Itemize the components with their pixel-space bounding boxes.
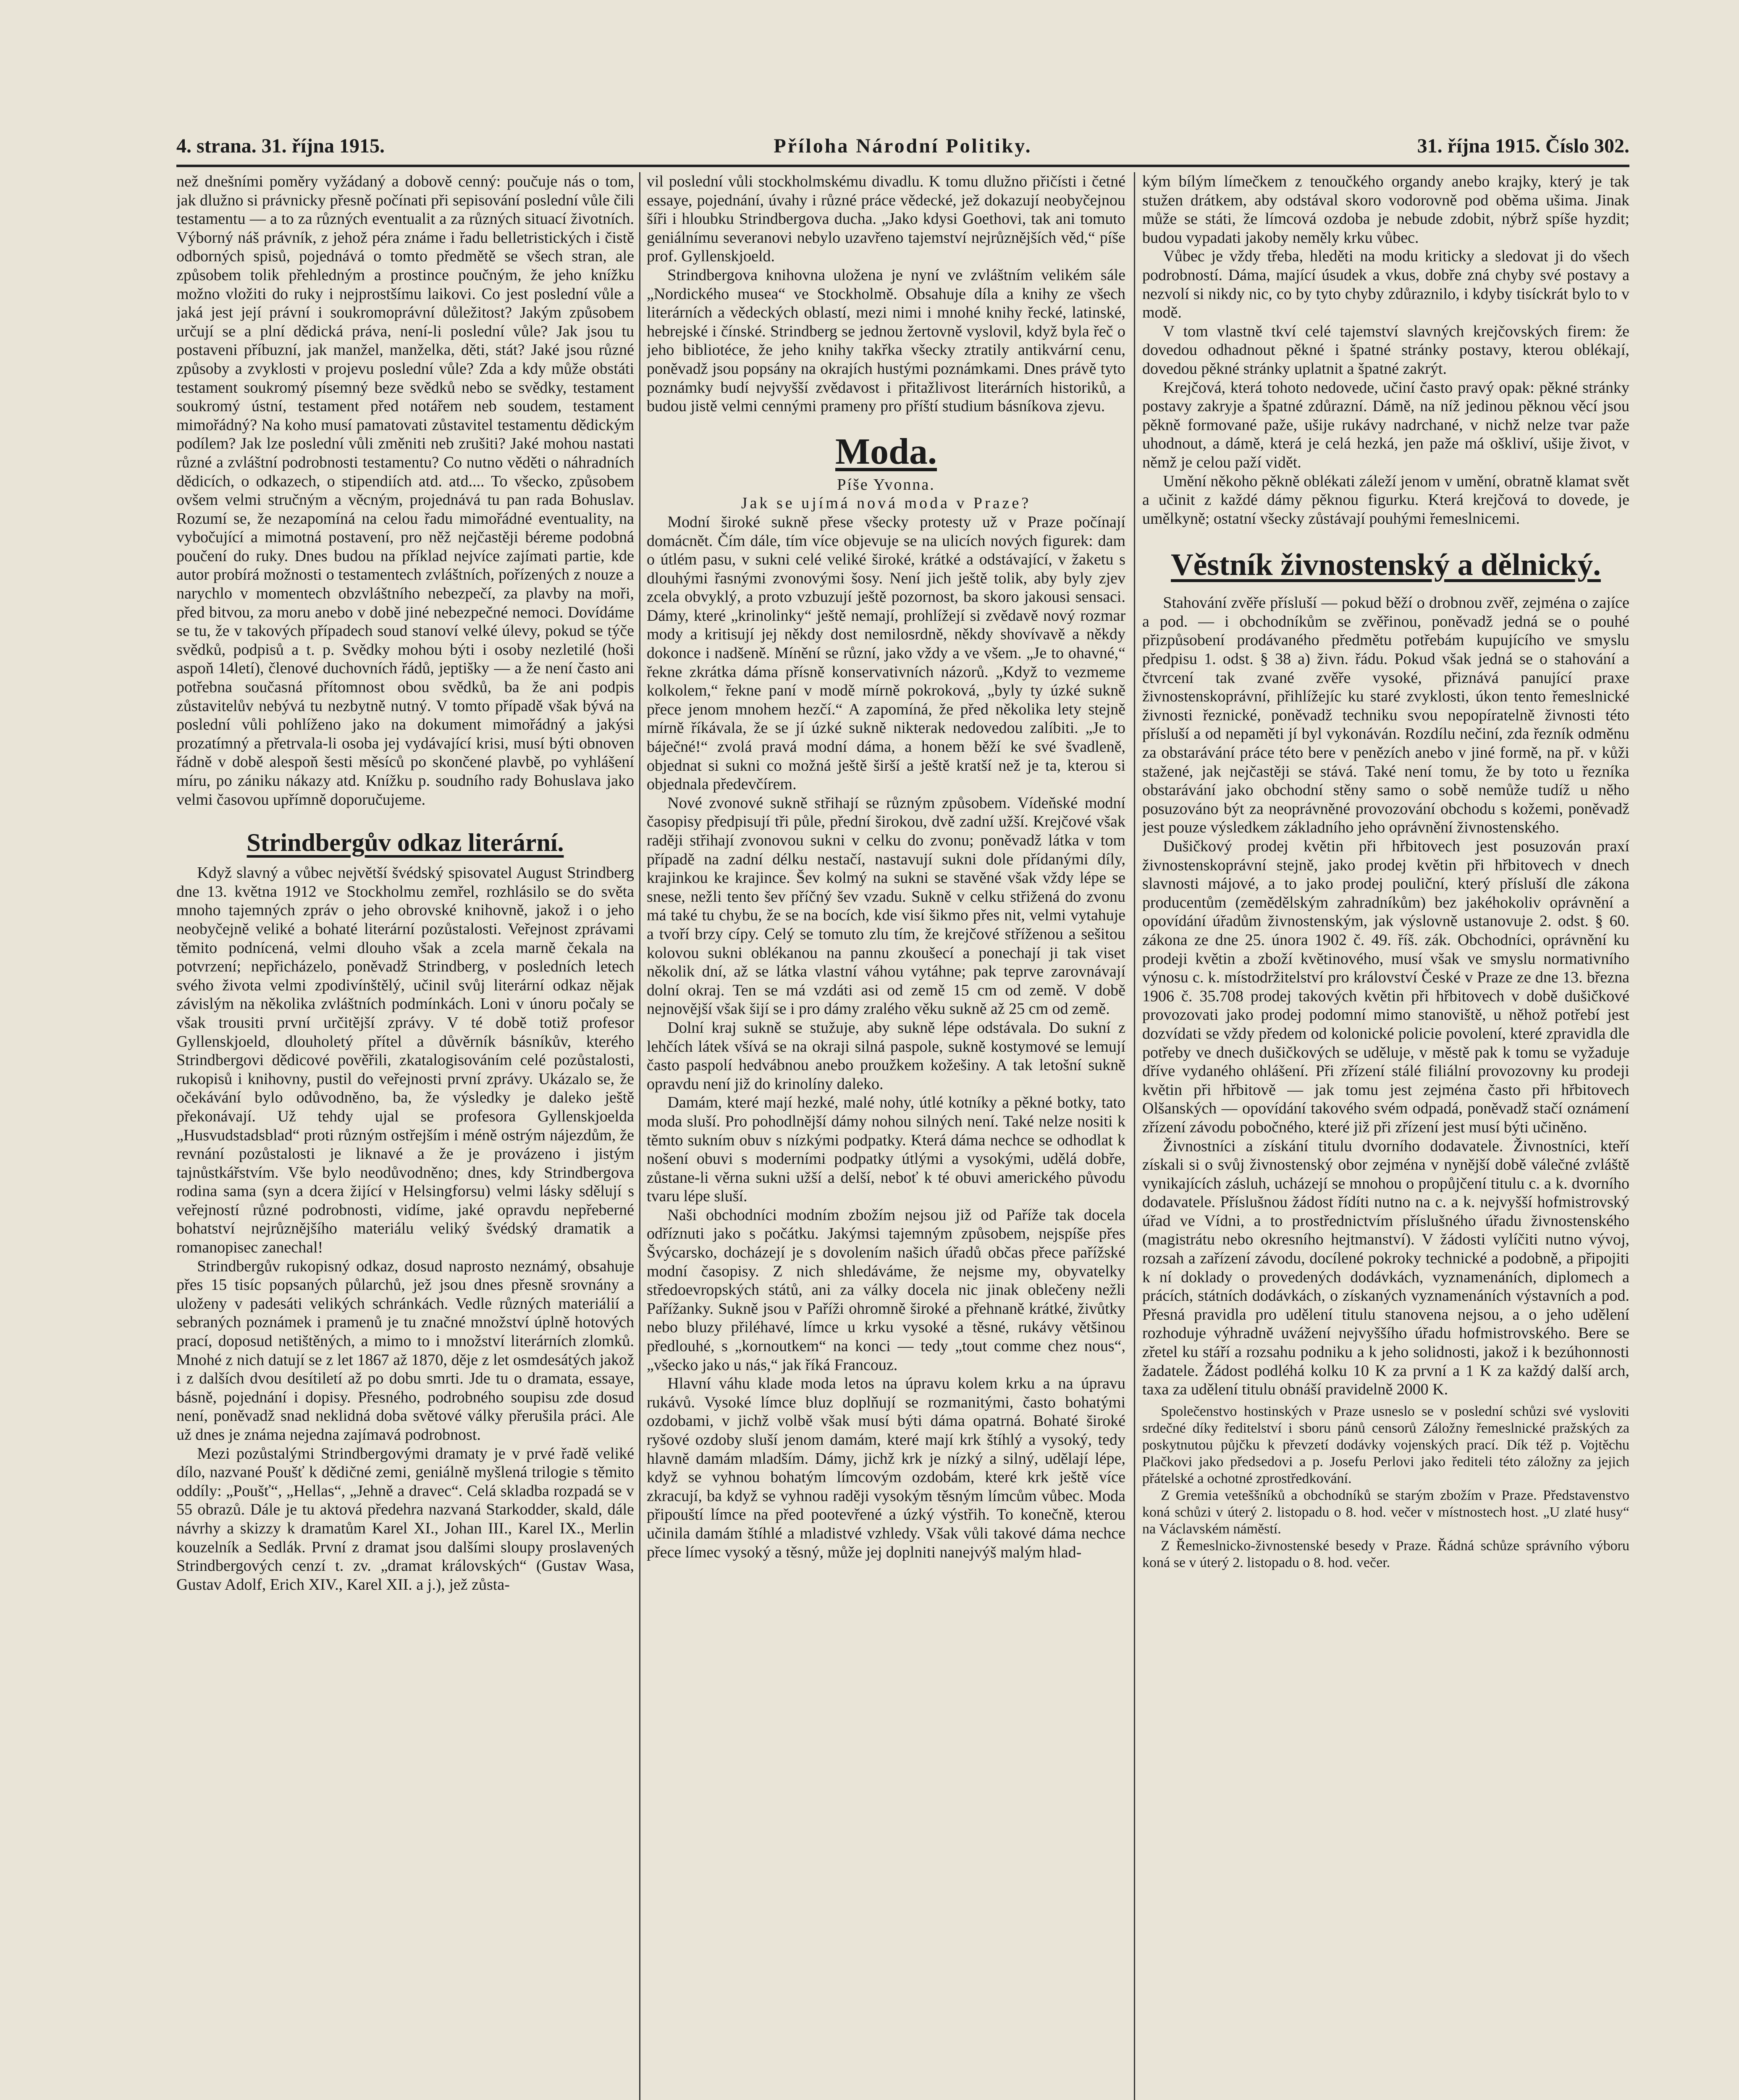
article-byline: Píše Yvonna. (837, 475, 935, 494)
article-paragraph: Modní široké sukně přese všecky protesty už v Praze počínají domácnět. Čím dále, tím více objevuje se na ulicích nových figurek: dam o útlém pasu, v sukni celé veliké široké, krátké a odstávající, v žaketu s dlouhými řasnými zvonovými šosy. Není jich ještě tolik, aby byly zjev zcela obvyklý, a proto vzbuzují ještě pozornost, ba skoro jakousi sensaci. Dámy, které „krinolinky“ ještě nemají, prohlížejí si zvědavě nový rozmar mody a kritisují jej někdy dost nemilosrdně, někdy shovívavě a někdy dokonce i nadšeně. Mínění se různí, jako vždy a ve všem. „Je to ohavné,“ řekne zkrátka dáma přísně konservativních názorů. „Když to vezmeme kolkolem,“ řekne paní v modě mírně pokroková, „byly ty úzké sukně přece jenom mnohem hezčí.“ A zapomíná, že před několika lety stejně mírně říkávala, že se jí úzké sukně nikterak nedovedou zalíbiti. „Je to báječné!“ zvolá pravá modní dáma, a honem běží ke své švadleně, objednat si sukni co možná ještě širší a ještě kratší než je ta, kterou si objednala předevčírem. (647, 513, 1125, 793)
article-continuation: než dnešními poměry vyžádaný a dobově cenný: poučuje nás o tom, jak dlužno si právnicky přesně počínati při sepisování poslední vůle čili testamentu — a to za různých eventualit a za různých situací životních. Výborný náš právník, z jehož péra známe i řadu belletristických i čistě odborných spisů, pojednává o tomto předmětě se všech stran, ale způsobem tolik přehledným a prostince poučným, že jeho knížku možno vložiti do ruky i nejprostšímu laikovi. Co jest poslední vůle a jaká jest její právní i soukromoprávní důležitost? Jakým způsobem určují se a plní dědická práva, není-li poslední vůle? Jak jsou tu postaveni příbuzní, jak manžel, manželka, děti, stát? Jaké jsou různé způsoby a zvyklosti v projevu poslední vůle? Zda a kdy může obstáti testament soukromý písemný beze svědků nebo se svědky, testament soukromý ústní, testament před notářem neb soudem, testament mimořádný? Na koho musí pamatovati zůstavitel testamentu dědickým podílem? Jak lze poslední vůli změniti neb zrušiti? Jaké mohou nastati různé a zvláštní podrobnosti testamentu? Co nutno věděti o náhradních dědicích, o odkazech, o stipendiích atd. atd.... To všecko, způsobem ovšem velmi stručným a věcným, projednává tu pan rada Bohuslav. Rozumí se, že nezapomíná na celou řadu mimořádné eventuality, na vybočující a mimotná postavení, pro něž nejčastěji béreme podobná poučení do ruky. Dnes budou na příklad nejvíce zajímati partie, kde autor probírá možnosti o testamentech zvláštních, pořízených z nouze a narychlo v momentech obzvláštního nebezpečí, za plavby na moři, před bitvou, za moru anebo v době jiné nebezpečné nemoci. Dovídáme se tu, že v takových případech soud stanoví velké úlevy, pokud se týče svědků, podpisů a t. p. Svědky mohou býti i osoby nezletilé (hoši aspoň 14letí), členové duchovních řádů, jeptišky — a že není často ani potřebna současná přítomnost obou svědků, ba že ani podpis zůstavitelův nebývá tu nezbytně nutný. V tomto případě však bývá na poslední vůli pohlíženo jako na dokument mimořádný a jakýsi prozatímný a přetrvala-li osoba jej vydávající krisi, musí býti obnoven řádně v době alespoň šesti měsíců po skončené plavbě, po vyhlášení míru, po zániku nákazy atd. Knížku p. soudního rady Bohuslava jako velmi časovou upřímně doporučujeme. (176, 173, 634, 808)
section-heading: Věstník živnostenský a dělnický. (1171, 548, 1601, 583)
header-center: Příloha Národní Politiky. (774, 135, 1032, 157)
article-paragraph: Krejčová, která tohoto nedovede, učiní často pravý opak: pěkné stránky postavy zakryje a špatné zdůrazní. Dámě, na níž jedinou pěknou věcí jsou pěkně formované paže, ušije rukávy nadrchané, v nichž nelze tvar paže uhodnout, a dámě, která je celá hezká, jen paže má oškliví, ušije život, v němž je celou paží vidět. (1142, 378, 1629, 471)
notices (1142, 1403, 1629, 1571)
column-2 (647, 172, 1125, 2100)
article-paragraph: Hlavní váhu klade moda letos na úpravu kolem krku a na úpravu rukávů. Vysoké límce bluz doplňují se rozmanitými, často bohatými ozdobami, v jichž volbě však musí býti dáma opatrná. Bohaté široké ryšové ozdoby sluší jenom damám, které mají krk štíhlý a vysoký, tedy hlavně damám mladším. Dámy, jichž krk je nízký a silný, udělají lépe, když se vyhnou bohatým límcovým ozdobám, které krk ještě více zkracují, ba když se vyhnou raději vysokým těsným límcům vůbec. Moda připouští límce na před pootevřené a úzký výstřih. To konečně, kterou učinila damám štíhlé a mladistvé vzhledy. Však vůli takové dáma nechce přece límec vysoký a těsný, může jej doplniti nanejvýš malým hlad- (647, 1375, 1125, 1561)
article-paragraph: Nové zvonové sukně střihají se různým způsobem. Vídeňské modní časopisy předpisují tři půle, přední širokou, dvě zadní užší. Krejčové však raději střihají zvonovou sukni v celku do zvonu; poněvadž látka v tom případě na zadní délku nestačí, nastavují sukni dole přídanými díly, krajinkou ke krajince. Šev kolmý na sukni se stavěné však vždy lépe se snese, nežli tento šev příčný šev vzadu. Sukně v celku střižená do zvonu má také tu chybu, že se na bocích, kde visí šikmo přes nit, velmi vytahuje a tvoří brzy cípy. Celý se tomuto zlu tím, že krejčové stříženou a sešitou kolovou sukni oblékanou na pannu zkoušecí a ponechají ji tak viset několik dní, až se látka vlastní váhou vytáhne; pak teprve zarovnávají dolní okraj. Ten se má vzdáti asi od země 15 cm od země. V době nejnovější však šijí se i pro dámy zralého věku sukně až 25 cm od země. (647, 794, 1125, 1018)
article-paragraph: Stahování zvěře přísluší — pokud běží o drobnou zvěř, zejména o zajíce a pod. — i obchodníkům se zvěřinou, poněvadž jedná se o pouhé přizpůsobení prodávaného předmětu potřebám kupujícího ve smyslu předpisu 1. odst. § 38 a) živn. řádu. Pokud však jedná se o stahování a čtvrcení tak zvané zvěře vysoké, přiznává panující praxe živnostenskoprávní, přihlížejíc ku staré zvyklosti, úkon tento řemeslnické živnosti řeznické, poněvadž techniku svou nepopíratelně živnosti této přísluší a od nepaměti jí byl vykonáván. Rozdílu nečiní, zda řezník odměnu za obstarávání práce této bere v penězích anebo v jiné formě, na př. v kůži stažené, jak nejčastěji se stává. Také není tomu, že by toto u řezníka obstarávání jako obchodní stěny samo o sobě nemůže tudíž u něho posuzováno být za neoprávněné provozování obchodu s kožemi, poněvadž jest pouze výsledkem základního jeho oprávnění živnostenského. (1142, 594, 1629, 837)
article-paragraph: Živnostníci a získání titulu dvorního dodavatele. Živnostníci, kteří získali si o svůj živnostenský obor zejména v nynější době válečné zvláště vynikajících zásluh, ucházejí se mnohou o propůjčení titulu c. a k. dvorního dodavatele. Příslušnou žádost řídíti nutno na c. a k. nejvyšší hofmistrovský úřad ve Vídni, a to prostřednictvím příslušného úřadu živnostenského (magistrátu nebo okresního hejtmanství). V žádosti vylíčiti nutno vývoj, rozsah a zařízení závodu, docílené pokroky technické a podobně, a připojiti k ní doklady o provedených dodávkách, vyznamenáních, diplomech a prácích, státních dodávkách, o získaných vyznamenáních výstavních a pod. Přesná pravidla pro udělení titulu stanovena nejsou, a o jeho udělení rozhoduje výhradně uvážení nejvyššího úřadu hofmistrovského. Bere se zřetel ku stáří a rozsahu podniku a k jeho solidnosti, jakož i k bezúhonnosti žadatele. Žádost podléhá kolku 10 K za první a 1 K za každý další arch, taxa za udělení titulu obnáší pravidelně 2000 K. (1142, 1137, 1629, 1399)
article-paragraph: Mezi pozůstalými Strindbergovými dramaty je v prvé řadě veliké dílo, nazvané Poušť k dědičné zemi, geniálně myšlená trilogie s těmito oddíly: „Poušť“, „Hellas“, „Jehně a dravec“. Celá skladba rozpadá se v 55 obrazů. Dále je tu aktová předehra nazvaná Starkodder, skald, dále návrhy a skizzy k dramatům Karel XI., Johan III., Karel IX., Merlin kouzelník a Sedlák. První z dramat jsou dalšími sloupy proslavených Strindbergových cenzí t. zv. „dramat královských“ (Gustav Wasa, Gustav Adolf, Erich XIV., Karel XII. a j.), jež zůsta- (176, 1444, 634, 1593)
article-paragraph: V tom vlastně tkví celé tajemství slavných krejčovských firem: že dovedou odhadnout pěkné i špatné stránky postavy, kterou oblékají, dovedou pěkné stránky uplatnit a špatné zakrýt. (1142, 322, 1629, 378)
column-1 (176, 172, 634, 2100)
header-right: 31. října 1915. Číslo 302. (1417, 135, 1629, 157)
article-paragraph: Když slavný a vůbec největší švédský spisovatel August Strindberg dne 13. května 1912 ve Stockholmu zemřel, rozhlásilo se do světa mnoho tajemných zpráv o jeho obrovské knihovně, jakož i o jeho neobyčejně veliké a bohaté literární pozůstalosti. Veřejnost zprávami těmito podnícená, velmi dlouho však a zcela marně čekala na potvrzení; nepřicházelo, poněvadž Strindberg, v posledních letech svého života velmi zpodivínštělý, učinil svůj literární odkaz nějak závislým na několika zvláštních podmínkách. Loni v únoru počaly se však trousiti první určitější zprávy. V té době totiž profesor Gyllenskjoeld, dlouholetý přítel a důvěrník básníkův, kterého Strindbergovi dědicové pověřili, zkatalogisováním celé pozůstalosti, rukopisů i knihovny, pustil do veřejnosti první zprávy. Ukázalo se, že očekávání bylo odůvodněno, ba, že výsledky je daleko ještě překonávají. Už tehdy ujal se profesora Gyllenskjoelda „Husvudstadsblad“ proti různým ostřejším i méně ostrým nájezdům, že revnání pozůstalosti je liknavé a že je provázeno i jistým tajnůstkářstvím. Vše bylo neodůvodněno; dnes, kdy Strindbergova rodina sama (syn a dcera žijící v Helsingforsu) velmi lásky sdělují s veřejností různé podrobnosti, vidíme, jaké opravdu nepřeberné bohatství nejrůznějšího materiálu veliký švédský dramatik a romanopisec zanechal! (176, 864, 634, 1257)
notice-item: Z Řemeslnicko-živnostenské besedy v Praze. Řádná schůze správního výboru koná se v úterý 2. listopadu o 8. hod. večer. (1142, 1538, 1629, 1570)
notice-item: Společenstvo hostinských v Praze usneslo se v poslední schůzi své vysloviti srdečné díky ředitelství i sboru pánů censorů Záložny řemeslnické pražských za poskytnutou půjčku k převzetí dodávky vojenských prací. Dík též p. Vojtěchu Plačkovi jako předsedovi a p. Josefu Perlovi jako řediteli této záložny za jejich přátelské a ochotné zprostředkování. (1142, 1403, 1629, 1486)
column-divider (639, 172, 640, 2100)
header-left: 4. strana. 31. října 1915. (176, 135, 385, 157)
article-paragraph: Strindbergův rukopisný odkaz, dosud naprosto neznámý, obsahuje přes 15 tisíc popsaných půlarchů, jež jsou dnes přesně srovnány a uloženy v padesáti velikých schránkách. Vedle různých materiálií a sebraných poznámek i pramenů je tu značné množství úplně hotových prací, doposud netištěných, a mimo to i množství literárních zlomků. Mnohé z nich datují se z let 1867 až 1870, děje z let osmdesátých jakož i z dalších dvou desítiletí až po dobu smrti. Jde tu o dramata, essaye, básně, pojednání i dopisy. Přesného, podrobného soupisu zde dosud není, poněvadž snad neklidná doba světové války přerušila práci. Ale už dnes je známa nejedna zajímavá podrobnost. (176, 1257, 634, 1444)
article-paragraph: Damám, které mají hezké, malé nohy, útlé kotníky a pěkné botky, tato moda sluší. Pro pohodlnější dámy nohou silných není. Také nelze nositi k těmto sukním obuv s nízkými podpatky. Která dáma nechce se odhodlat k nošení obuvi s moderními podpatky útlými a vysokými, udělá dobře, zůstane-li věrna sukni užší a delší, neboť k té obuvi amerického původu tvaru lépe sluší. (647, 1094, 1125, 1205)
column-3 (1142, 172, 1629, 2100)
page-header (176, 134, 1629, 164)
article-paragraph: Naši obchodníci modním zbožím nejsou již od Paříže tak docela odříznuti jako s počátku. Jakýmsi tajemným způsobem, nejspíše přes Švýcarsko, docházejí je s dovolením našich úřadů občas přece pařížské modní časopisy. Z nich shledáváme, že nejsme my, obyvatelky středoevropských států, ani za války docela nic jinak oblečeny nežli Pařížanky. Sukně jsou v Paříži ohromně široké a přehnaně krátké, živůtky nebo bluzy přiléhavé, límce u krku vysoké a těsné, rukávy většinou předlouhé, s „kornoutkem“ na konci — tedy „tout comme chez nous“, „všecko jako u nás,“ jak říká Francouz. (647, 1206, 1125, 1374)
article-paragraph: Umění někoho pěkně oblékati záleží jenom v umění, obratně klamat svět a učinit z každé dámy pěknou figurku. Která krejčová to dovede, je umělkyně; ostatní všecky zůstávají pouhými řemeslnicemi. (1142, 472, 1629, 528)
header-rule (176, 165, 1629, 167)
article-paragraph: Vůbec je vždy třeba, hleděti na modu kriticky a sledovat ji do všech podrobností. Dáma, mající úsudek a vkus, dobře zná chyby své postavy a nezvolí si nikdy nic, co by tyto chyby zdůraznilo, i kdyby tisíckrát bylo to v modě. (1142, 247, 1629, 322)
article-paragraph: Strindbergova knihovna uložena je nyní ve zvláštním velikém sále „Nordického musea“ ve Stockholmě. Obsahuje díla a knihy ze všech literárních a vědeckých oblastí, mezi nimi i mnohé knihy řecké, latinské, hebrejské i čínské. Strindberg se jednou žertovně vyslovil, když byla řeč o jeho bibliotéce, že jeho knihy takřka všecky ztratily antikvární cenu, poněvadž jsou popsány na okrajích hustými poznámkami. Dnes právě tyto poznámky budí nejvyšší zvědavost i přitažlivost literárních historiků, a budou jistě velmi cennými prameny pro příští studium básníkova zjevu. (647, 266, 1125, 415)
article-subtitle: Jak se ujímá nová moda v Praze? (741, 494, 1031, 512)
article-continuation: kým bílým límečkem z tenoučkého organdy anebo krajky, který je tak stužen drátkem, aby odstával skoro vodorovně pod oběma ušima. Jinak může se státi, že límcová ozdoba je nebude zdobit, nýbrž spíše hyzdit; budou vypadati jakoby neměly krku vůbec. (1142, 173, 1629, 247)
article-heading: Strindbergův odkaz literární. (247, 829, 564, 857)
column-divider (1134, 172, 1135, 2100)
article-heading: Moda. (835, 431, 937, 472)
article-continuation: vil poslední vůli stockholmskému divadlu. K tomu dlužno přičísti i četné essaye, pojednání, úvahy i různé práce vědecké, jež dokazují neobyčejnou šíři i hloubku Strindbergova ducha. „Jako kdysi Goethovi, tak ani tomuto geniálnímu severanovi nebylo uzavřeno tajemství nejrůznějších věd,“ píše prof. Gyllenskjoeld. (647, 173, 1125, 265)
article-paragraph: Dolní kraj sukně se stužuje, aby sukně lépe odstávala. Do sukní z lehčích látek všívá se na okraji silná paspole, sukně kostymové se lemují často paspolí hedvábnou anebo proužkem kožešiny. A tak letošní sukně opravdu není již do krinolíny daleko. (647, 1018, 1125, 1093)
article-paragraph: Dušičkový prodej květin při hřbitovech jest posuzován praxí živnostenskoprávní stejně, jako prodej květin při hřbitovech v dnech slavnosti májové, a to jako prodej pouliční, který přísluší dle zákona producentům (zemědělským zahradníkům) bez jakéhokoliv oprávnění a opovídání úřadům živnostenským, jak výslovně ustanovuje 2. odst. § 60. zákona ze dne 25. února 1902 č. 49. říš. zák. Obchodníci, oprávnění ku prodeji květin a zboží květinového, musí však ve smyslu normativního výnosu c. k. místodržitelství pro království České v Praze ze dne 13. března 1906 č. 35.708 prodej takových květin při hřbitovech v době dušičkové provozovati jako prodej podomní mimo stanoviště, u něhož potřebí jest dozvídati se vždy předem od kolonické policie povolení, které zpravidla dle potřeby ve dnech dušičkových se uděluje, v městě pak k tomu se vyžaduje dříve vydaného ohlášení. Při zřízení stálé filiální provozovny ku prodeji květin při hřbitově — jak tomu jest zejména často při hřbitovech Olšanských — opovídání takového svém odpadá, poněvadž stačí oznámení zřízení závodu pobočného, které již při zřízení jest musí býti učiněno. (1142, 837, 1629, 1136)
notice-item: Z Gremia veteššníků a obchodníků se starým zbožím v Praze. Představenstvo koná schůzi v úterý 2. listopadu o 8. hod. večer v místnostech host. „U zlaté husy“ na Václavském náměstí. (1142, 1487, 1629, 1537)
